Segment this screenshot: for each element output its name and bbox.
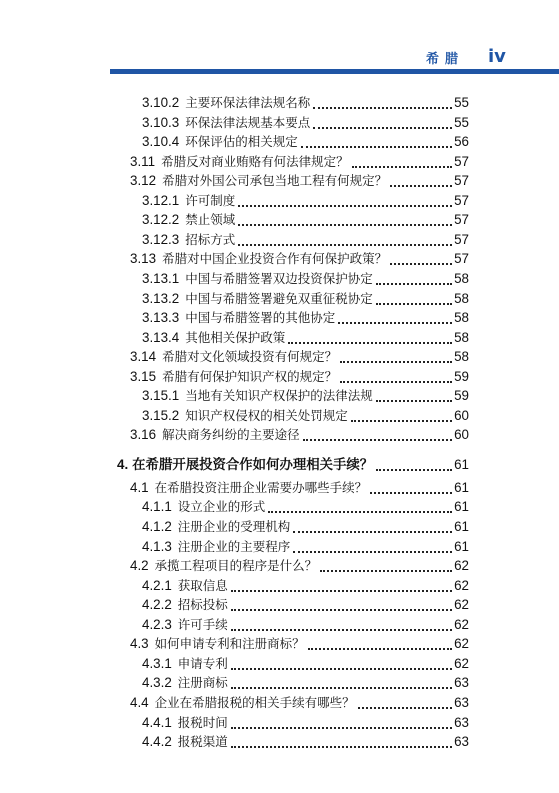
toc-entry[interactable] bbox=[142, 575, 469, 595]
toc-entry[interactable] bbox=[142, 536, 469, 556]
toc-entry[interactable] bbox=[142, 614, 469, 634]
toc-entry-title: 希腊反对商业贿赂有何法律规定？ bbox=[161, 153, 349, 169]
toc-entry[interactable] bbox=[142, 594, 469, 614]
toc-entry[interactable] bbox=[142, 112, 469, 132]
toc-entry[interactable] bbox=[142, 712, 469, 732]
toc-entry-number: 3.10.2 bbox=[142, 95, 180, 110]
toc-entry-page: 59 bbox=[454, 388, 469, 404]
toc-entry-number: 3.14 bbox=[130, 349, 157, 365]
toc-entry-number: 3.10.4 bbox=[142, 134, 180, 150]
toc-entry[interactable] bbox=[142, 229, 469, 249]
toc-entry[interactable] bbox=[130, 424, 469, 444]
toc-entry-title: 希腊有何保护知识产权的规定？ bbox=[162, 368, 338, 384]
toc-entry-number: 4.2.3 bbox=[142, 616, 172, 632]
dot-leader bbox=[320, 569, 452, 572]
toc-entry[interactable] bbox=[142, 731, 469, 751]
toc-entry[interactable] bbox=[142, 385, 469, 405]
toc-entry-page: 56 bbox=[454, 134, 469, 150]
toc-entry-number: 3.12 bbox=[130, 173, 157, 189]
toc-entry-title: 在希腊开展投资合作如何办理相关手续？ bbox=[132, 457, 374, 473]
toc-entry-number: 4.4 bbox=[130, 694, 149, 710]
dot-leader bbox=[340, 360, 452, 363]
toc-entry-title: 禁止领域 bbox=[185, 212, 236, 228]
toc-entry-number: 3.13 bbox=[130, 251, 157, 267]
toc-entry-title: 如何申请专利和注册商标？ bbox=[154, 636, 305, 652]
toc-entry-number: 4.1.2 bbox=[142, 519, 172, 534]
toc-entry-page: 58 bbox=[454, 329, 469, 345]
dot-leader bbox=[352, 165, 453, 168]
dot-leader bbox=[238, 204, 452, 207]
toc-entry-number: 3.16 bbox=[130, 427, 157, 443]
toc-entry-page: 57 bbox=[454, 231, 469, 247]
dot-leader bbox=[390, 184, 452, 187]
toc-entry-page: 62 bbox=[454, 655, 469, 671]
toc-entry-number: 4. bbox=[117, 457, 129, 473]
dot-leader bbox=[313, 106, 452, 109]
dot-leader bbox=[231, 628, 452, 631]
toc-entry-title: 招标方式 bbox=[185, 231, 236, 247]
toc-entry-page: 61 bbox=[454, 457, 469, 473]
toc-entry-title: 报税时间 bbox=[177, 714, 228, 730]
toc-entry[interactable] bbox=[130, 366, 469, 386]
toc-entry-page: 60 bbox=[454, 407, 469, 423]
toc-entry-title: 环保法律法规基本要点 bbox=[185, 114, 311, 130]
dot-leader bbox=[303, 438, 453, 441]
toc-entry-title: 其他相关保护政策 bbox=[185, 329, 286, 345]
dot-leader bbox=[376, 302, 452, 305]
toc-entry-title: 注册企业的受理机构 bbox=[177, 519, 291, 534]
toc-entry-number: 3.11 bbox=[130, 153, 156, 169]
toc-entry-page: 62 bbox=[454, 577, 469, 593]
toc-entry-number: 4.2.2 bbox=[142, 597, 172, 613]
toc-entry-title: 知识产权侵权的相关处罚规定 bbox=[185, 407, 348, 423]
toc-entry[interactable] bbox=[142, 496, 469, 516]
header-rule bbox=[110, 69, 559, 74]
toc-entry-page: 58 bbox=[454, 310, 469, 326]
dot-leader bbox=[313, 126, 452, 129]
toc-entry-number: 4.4.1 bbox=[142, 714, 172, 730]
toc-entry-number: 4.2 bbox=[130, 558, 149, 574]
dot-leader bbox=[376, 468, 452, 471]
toc-entry-number: 3.15.1 bbox=[142, 388, 180, 404]
toc-entry-title: 企业在希腊报税的相关手续有哪些？ bbox=[154, 694, 355, 710]
toc-entry-title: 当地有关知识产权保护的法律法规 bbox=[185, 388, 373, 404]
toc-entry-title: 设立企业的形式 bbox=[177, 499, 266, 515]
toc-entry-page: 58 bbox=[454, 290, 469, 306]
dot-leader bbox=[288, 341, 452, 344]
toc-entry-number: 3.12.2 bbox=[142, 212, 180, 228]
toc-entry-title: 许可制度 bbox=[185, 192, 236, 208]
page-number: iv bbox=[488, 46, 506, 67]
dot-leader bbox=[308, 647, 452, 650]
toc-entry-title: 希腊对外国公司承包当地工程有何规定？ bbox=[162, 173, 388, 189]
toc-entry[interactable] bbox=[142, 307, 469, 327]
header-title: 希腊 bbox=[426, 52, 465, 67]
dot-leader bbox=[340, 380, 452, 383]
toc-entry[interactable] bbox=[142, 327, 469, 347]
dot-leader bbox=[301, 145, 452, 148]
toc-entry-number: 4.3 bbox=[130, 636, 149, 652]
toc-entry-title: 中国与希腊签署双边投资保护协定 bbox=[185, 270, 373, 286]
dot-leader bbox=[358, 706, 452, 709]
toc-entry-page: 61 bbox=[454, 538, 469, 554]
toc-entry-title: 申请专利 bbox=[177, 655, 228, 671]
dot-leader bbox=[390, 262, 452, 265]
toc-entry[interactable] bbox=[142, 131, 469, 151]
toc-entry-title: 中国与希腊签署避免双重征税协定 bbox=[185, 290, 373, 306]
toc-entry-page: 61 bbox=[454, 499, 469, 515]
toc-entry-page: 58 bbox=[454, 270, 469, 286]
toc-entry[interactable] bbox=[142, 653, 469, 673]
toc-entry-page: 63 bbox=[454, 694, 469, 710]
dot-leader bbox=[293, 530, 452, 533]
dot-leader bbox=[231, 726, 452, 729]
toc-entry-title: 报税渠道 bbox=[177, 734, 228, 750]
toc-entry[interactable] bbox=[142, 672, 469, 692]
toc-entry-title: 注册商标 bbox=[177, 675, 228, 691]
toc-entry-title: 希腊对文化领域投资有何规定？ bbox=[162, 349, 338, 365]
toc-entry-title: 环保评估的相关规定 bbox=[185, 134, 298, 150]
dot-leader bbox=[231, 667, 452, 670]
toc-entry[interactable] bbox=[130, 248, 469, 268]
toc-entry-number: 4.1 bbox=[130, 479, 149, 495]
toc-entry-page: 58 bbox=[454, 349, 469, 365]
toc-entry-number: 3.13.1 bbox=[142, 270, 180, 286]
toc-entry[interactable] bbox=[142, 288, 469, 308]
toc-entry-number: 4.1.1 bbox=[142, 499, 172, 515]
toc-entry-number: 3.15 bbox=[130, 368, 157, 384]
toc-entry-number: 4.3.1 bbox=[142, 655, 172, 671]
toc-entry[interactable] bbox=[130, 170, 469, 190]
dot-leader bbox=[231, 608, 452, 611]
toc-entry[interactable] bbox=[130, 151, 469, 171]
toc-entry-page: 62 bbox=[454, 597, 469, 613]
toc-entry-page: 55 bbox=[454, 114, 469, 130]
toc-entry-page: 57 bbox=[454, 192, 469, 208]
toc-entry-page: 55 bbox=[454, 95, 469, 110]
toc-entry[interactable] bbox=[130, 477, 469, 497]
toc-entry-title: 希腊对中国企业投资合作有何保护政策？ bbox=[162, 251, 388, 267]
toc-entry[interactable] bbox=[142, 516, 469, 536]
toc-entry-page: 61 bbox=[454, 479, 469, 495]
toc-entry[interactable] bbox=[142, 209, 469, 229]
toc-entry-title: 中国与希腊签署的其他协定 bbox=[185, 310, 336, 326]
toc-entry-number: 3.12.1 bbox=[142, 192, 180, 208]
toc-entry-page: 62 bbox=[454, 558, 469, 574]
toc-entry-number: 3.13.4 bbox=[142, 329, 180, 345]
toc-entry-number: 4.4.2 bbox=[142, 734, 172, 750]
toc-entry-title: 承揽工程项目的程序是什么？ bbox=[154, 558, 318, 574]
toc-entry-title: 获取信息 bbox=[177, 577, 228, 593]
toc-entry-title: 主要环保法律法规名称 bbox=[185, 95, 311, 110]
toc-entry-page: 63 bbox=[454, 734, 469, 750]
dot-leader bbox=[238, 243, 452, 246]
toc-entry[interactable] bbox=[130, 346, 469, 366]
toc-entry-page: 63 bbox=[454, 675, 469, 691]
toc-entry[interactable] bbox=[117, 454, 469, 474]
toc-entry[interactable] bbox=[130, 555, 469, 575]
dot-leader bbox=[293, 550, 452, 553]
dot-leader bbox=[231, 589, 452, 592]
dot-leader bbox=[376, 399, 452, 402]
toc-entry-number: 3.15.2 bbox=[142, 407, 180, 423]
toc-entry-title: 注册企业的主要程序 bbox=[177, 538, 291, 554]
toc-entry-number: 4.2.1 bbox=[142, 577, 172, 593]
toc-entry-number: 3.12.3 bbox=[142, 231, 180, 247]
toc-entry-page: 57 bbox=[454, 212, 469, 228]
dot-leader bbox=[268, 510, 452, 513]
toc-entry[interactable] bbox=[142, 190, 469, 210]
dot-leader bbox=[231, 745, 452, 748]
dot-leader bbox=[376, 282, 452, 285]
toc-entry-title: 解决商务纠纷的主要途径 bbox=[162, 427, 300, 443]
toc-entry-page: 60 bbox=[454, 427, 469, 443]
toc-entry-title: 许可手续 bbox=[177, 616, 228, 632]
toc-entry-page: 57 bbox=[454, 173, 469, 189]
toc-entry[interactable] bbox=[142, 405, 469, 425]
dot-leader bbox=[238, 223, 452, 226]
dot-leader bbox=[351, 419, 452, 422]
toc-entry-page: 59 bbox=[454, 368, 469, 384]
toc-entry[interactable] bbox=[142, 268, 469, 288]
toc-entry-number: 3.13.2 bbox=[142, 290, 180, 306]
toc-entry-page: 63 bbox=[454, 714, 469, 730]
toc-entry-number: 4.3.2 bbox=[142, 675, 172, 691]
toc-entry-number: 3.13.3 bbox=[142, 310, 180, 326]
toc-entry-number: 3.10.3 bbox=[142, 114, 180, 130]
toc-entry-page: 62 bbox=[454, 616, 469, 632]
toc-entry-title: 招标投标 bbox=[177, 597, 228, 613]
toc-entry-page: 57 bbox=[454, 153, 469, 169]
toc-entry-page: 61 bbox=[454, 519, 469, 534]
toc-entry[interactable] bbox=[130, 692, 469, 712]
dot-leader bbox=[338, 321, 452, 324]
toc-entry-number: 4.1.3 bbox=[142, 538, 172, 554]
toc-entry-page: 57 bbox=[454, 251, 469, 267]
toc-entry-page: 62 bbox=[454, 636, 469, 652]
dot-leader bbox=[231, 686, 452, 689]
toc-entry-title: 在希腊投资注册企业需要办哪些手续？ bbox=[154, 479, 368, 495]
toc-entry[interactable] bbox=[142, 92, 469, 112]
toc-entry[interactable] bbox=[130, 633, 469, 653]
dot-leader bbox=[370, 491, 452, 494]
